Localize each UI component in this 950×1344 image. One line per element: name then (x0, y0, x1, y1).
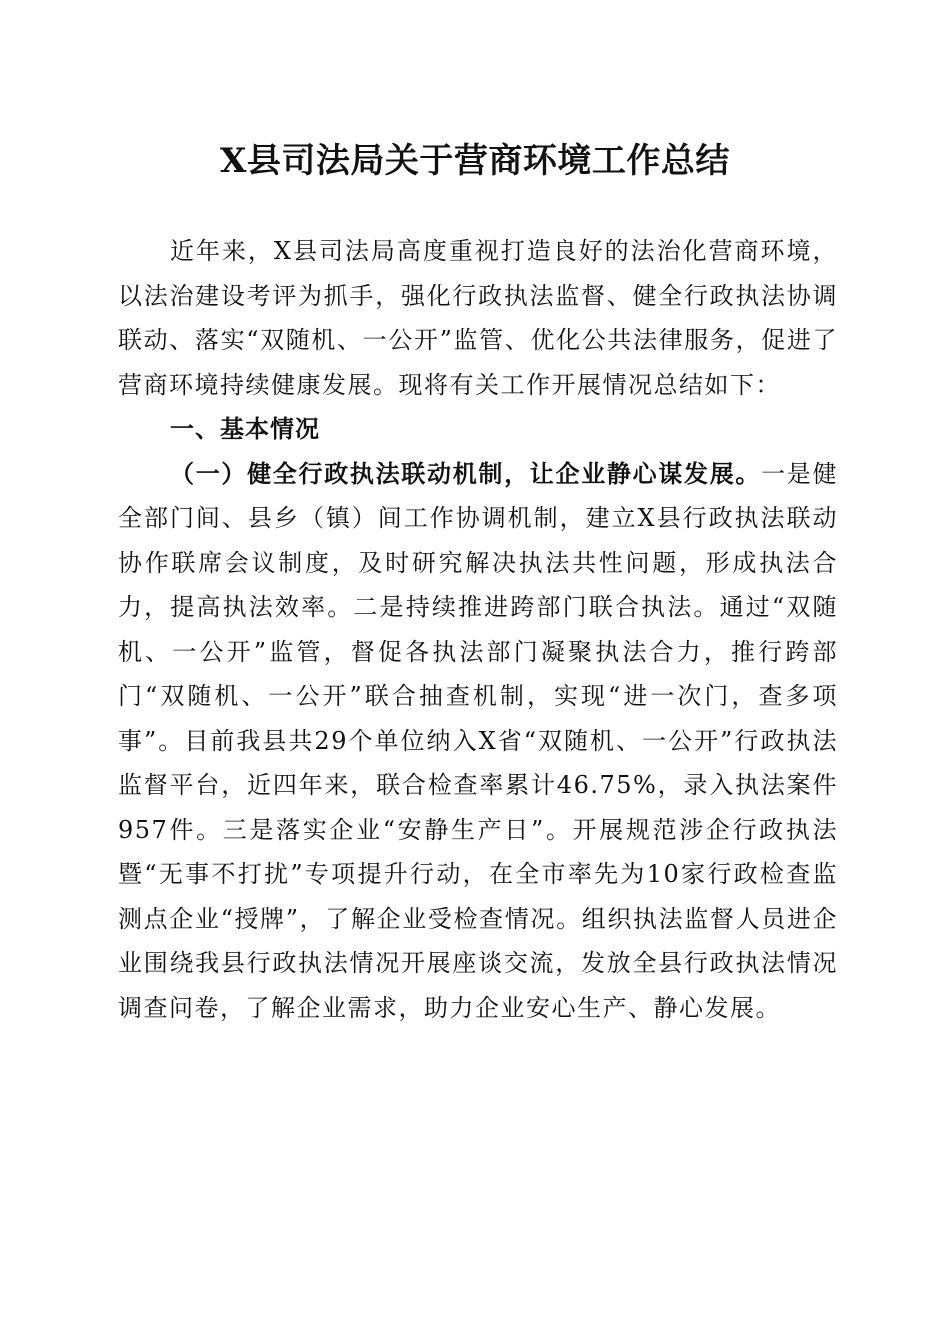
document-body (118, 229, 838, 1030)
intro-paragraph: 近年来，X县司法局高度重视打造良好的法治化营商环境，以法治建设考评为抓手，强化行政执法监督、健全行政执法协调联动、落实“双随机、一公开”监管、优化公共法律服务，促进了营商环境持续健康发展。现将有关工作开展情况总结如下： (118, 237, 838, 399)
document-title: X县司法局关于营商环境工作总结 (220, 141, 730, 181)
section-heading: 一、基本情况 (170, 415, 320, 443)
paragraph-lead: （一）健全行政执法联动机制，让企业静心谋发展。 (170, 458, 762, 488)
section-paragraph (118, 452, 838, 1031)
paragraph-text: 一是健全部门间、县乡（镇）间工作协调机制，建立X县行政执法联动协作联席会议制度，及时研究解决执法共性问题，形成执法合力，提高执法效率。二是持续推进跨部门联合执法。通过“双随机、一公开”监管，督促各执法部门凝聚执法合力，推行跨部门“双随机、一公开”联合抽查机制，实现“进一次门，查多项事”。目前我县共29个单位纳入X省“双随机、一公开”行政执法监督平台，近四年来，联合检查率累计46.75%，录入执法案件957件。三是落实企业“安静生产日”。开展规范涉企行政执法暨“无事不打扰”专项提升行动，在全市率先为10家行政检查监测点企业“授牌”，了解企业受检查情况。组织执法监督人员进企业围绕我县行政执法情况开展座谈交流，发放全县行政执法情况调查问卷，了解企业需求，助力企业安心生产、静心发展。 (118, 459, 839, 1022)
